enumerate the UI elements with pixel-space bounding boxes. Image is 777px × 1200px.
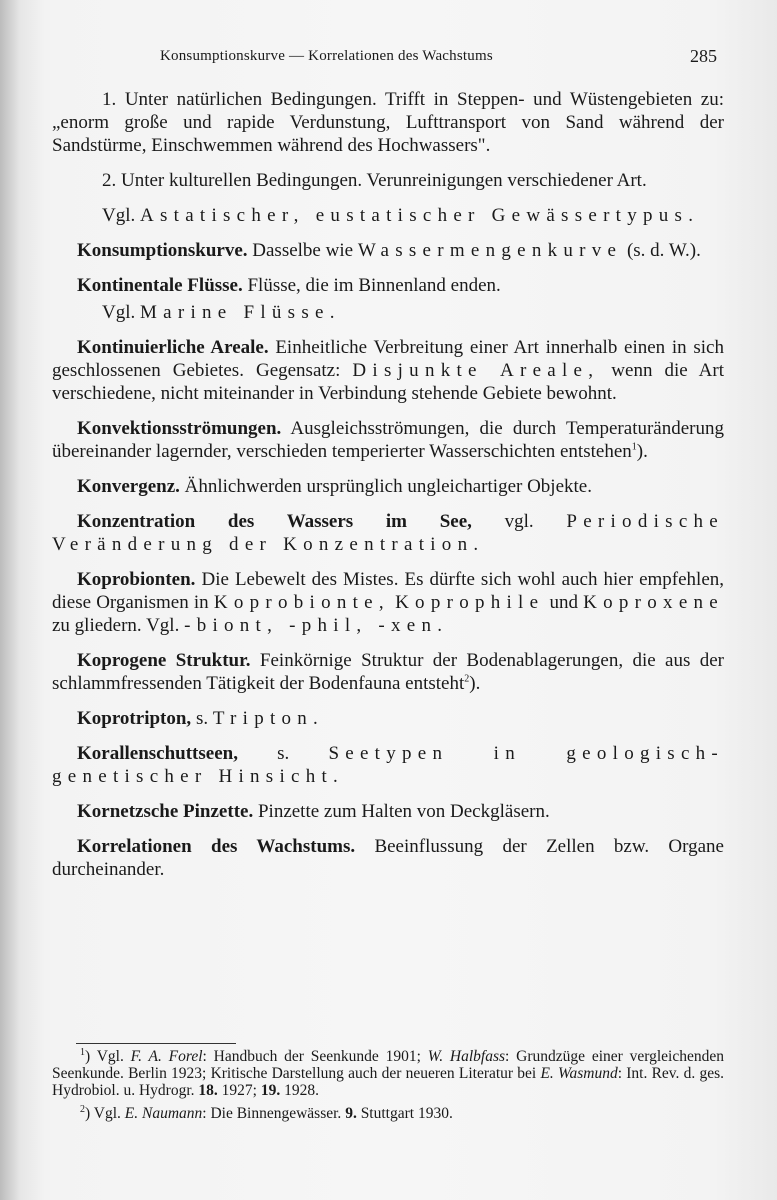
author-name: E. Wasmund — [540, 1065, 618, 1082]
entry-text: Dasselbe wie — [252, 240, 354, 261]
entry-term: Konvergenz. — [77, 476, 180, 497]
footnote-number: 1 — [80, 1046, 85, 1058]
spaced-reference: Disjunkte Areale, — [352, 360, 600, 381]
entry-text: vgl. — [504, 511, 534, 532]
entry-term: Kornetzsche Pinzette. — [77, 801, 254, 822]
footnote-marker: 2 — [464, 673, 470, 685]
entry-text: wenn die Art verschiedene, nicht miteinander in Verbindung stehende Gebiete bewohnt. — [52, 360, 724, 404]
footnote-text: : Int. Rev. d. ges. Hydrobiol. u. Hydrogr. — [52, 1065, 725, 1099]
entry-term: Korallenschuttseen, — [77, 743, 238, 764]
spaced-reference: Koprophile — [395, 592, 545, 613]
footnote-text: : Die Binnengewässer. — [202, 1105, 342, 1122]
entry-text: Feinkörnige Struktur der Bodenablagerungen, die aus der schlammfressenden Tätigkeit der Bodenfauna entsteht — [52, 650, 724, 694]
spaced-reference: Seetypen in geologisch-genetischer Hinsicht. — [52, 743, 725, 787]
paragraph-text: 2. Unter kulturellen Bedingungen. Verunreinigungen verschiedener Art. — [102, 170, 647, 191]
paragraph-text: 1. Unter natürlichen Bedingungen. Trifft in Steppen- und Wüstengebieten zu: „enorm große und rapide Verdunstung, Lufttransport von Sand während der Sandstürme, Einschwemmen während des Hochwassers". — [52, 89, 724, 156]
spaced-reference: -biont, -phil, -xen. — [184, 615, 449, 636]
vgl-label: Vgl. — [102, 205, 136, 226]
entry-text: zu gliedern. Vgl. — [52, 615, 180, 636]
spaced-reference: Astatischer, eustatischer Gewässertypus. — [140, 205, 700, 226]
spaced-reference: Periodische Veränderung der Konzentration. — [52, 511, 724, 555]
paragraph-natural-conditions — [52, 88, 724, 157]
entry-kontinuierliche-areale — [52, 336, 724, 405]
cross-reference-marine-fluesse — [52, 301, 724, 324]
page-number: 285 — [690, 46, 717, 66]
footnote-number: 2 — [80, 1103, 85, 1115]
footnote-text: : Grundzüge einer vergleichenden Seenkunde. Berlin 1923; Kritische Darstellung auch der neueren Literatur bei — [52, 1048, 725, 1082]
entry-konvergenz — [52, 475, 724, 498]
entry-konsumptionskurve — [52, 239, 724, 262]
entry-text: Ähnlichwerden ursprünglich ungleichartiger Objekte. — [184, 476, 592, 497]
footnote-divider — [76, 1043, 236, 1044]
spaced-reference: Koprobionte, — [213, 592, 390, 613]
entry-term: Konvektionsströmungen. — [77, 418, 282, 439]
entry-text: (s. d. W.). — [626, 240, 701, 261]
entry-text: Einheitliche Verbreitung einer Art innerhalb einen in sich geschlossenen Gebietes. Gegensatz: — [52, 337, 724, 381]
entry-text: Ausgleichsströmungen, die durch Temperaturänderung übereinander lagernder, verschieden temperierter Wasserschichten entstehen — [52, 418, 724, 462]
footnote-1 — [52, 1048, 724, 1099]
entry-text: Beeinflussung der Zellen bzw. Organe durcheinander. — [52, 836, 724, 880]
entry-koprogene-struktur — [52, 649, 724, 695]
author-name: W. Halbfass — [427, 1048, 506, 1065]
entry-koprobionten — [52, 568, 724, 637]
entry-konzentration — [52, 510, 724, 556]
entry-konvektionsstroemungen — [52, 417, 724, 463]
spaced-reference: Wassermengenkurve — [357, 240, 623, 261]
entry-koprotripton — [52, 707, 724, 730]
spaced-reference: Koproxene — [583, 592, 725, 613]
volume-number: 9. — [345, 1105, 357, 1122]
entry-text: s. — [195, 708, 209, 729]
vgl-label: Vgl. — [102, 302, 136, 323]
footnote-text: : Handbuch der Seenkunde 1901; — [202, 1048, 421, 1065]
entry-term: Koprogene Struktur. — [77, 650, 251, 671]
main-text — [52, 88, 724, 893]
running-head: Konsumptionskurve — Korrelationen des Wachstums — [160, 48, 493, 64]
entry-kornetzsche-pinzette — [52, 800, 724, 823]
volume-number: 18. — [198, 1082, 218, 1099]
entry-korallenschuttseen — [52, 742, 724, 788]
footnote-text: ) Vgl. — [85, 1105, 121, 1122]
entry-text: s. — [277, 743, 290, 764]
entry-term: Kontinentale Flüsse. — [77, 275, 243, 296]
spaced-reference: Marine Flüsse. — [140, 302, 341, 323]
volume-number: 19. — [260, 1082, 281, 1099]
footnote-text: ) Vgl. — [85, 1048, 124, 1065]
entry-kontinentale-fluesse — [52, 274, 724, 297]
cross-reference-gewaessertypus — [52, 204, 724, 227]
author-name: F. A. Forel — [130, 1048, 203, 1065]
footnote-2 — [52, 1105, 724, 1122]
entry-text: Pinzette zum Halten von Deckgläsern. — [257, 801, 550, 822]
entry-term: Kontinuierliche Areale. — [77, 337, 269, 358]
footnote-text: 1928. — [284, 1082, 319, 1099]
author-name: E. Naumann — [124, 1105, 203, 1122]
paragraph-cultural-conditions — [52, 169, 724, 192]
entry-korrelationen-des-wachstums — [52, 835, 724, 881]
entry-term: Korrelationen des Wachstums. — [77, 836, 356, 857]
entry-term: Koprotripton, — [77, 708, 192, 729]
page-header — [160, 46, 717, 70]
footnote-text: 1927; — [221, 1082, 257, 1099]
entry-text: Flüsse, die im Binnenland enden. — [247, 275, 501, 296]
entry-text: ). — [469, 673, 481, 694]
entry-text: Die Lebewelt des Mistes. Es dürfte sich wohl auch hier empfehlen, diese Organismen in — [52, 569, 725, 613]
entry-term: Konsumptionskurve. — [77, 240, 248, 261]
footnote-marker: 1 — [631, 441, 637, 453]
footnotes — [52, 1048, 724, 1128]
entry-text: ). — [636, 441, 648, 462]
entry-term: Koprobionten. — [77, 569, 196, 590]
footnote-text: Stuttgart 1930. — [360, 1105, 453, 1122]
entry-term: Konzentration des Wassers im See, — [77, 511, 472, 532]
entry-text: und — [549, 592, 578, 613]
spaced-reference: Tripton. — [212, 708, 325, 729]
